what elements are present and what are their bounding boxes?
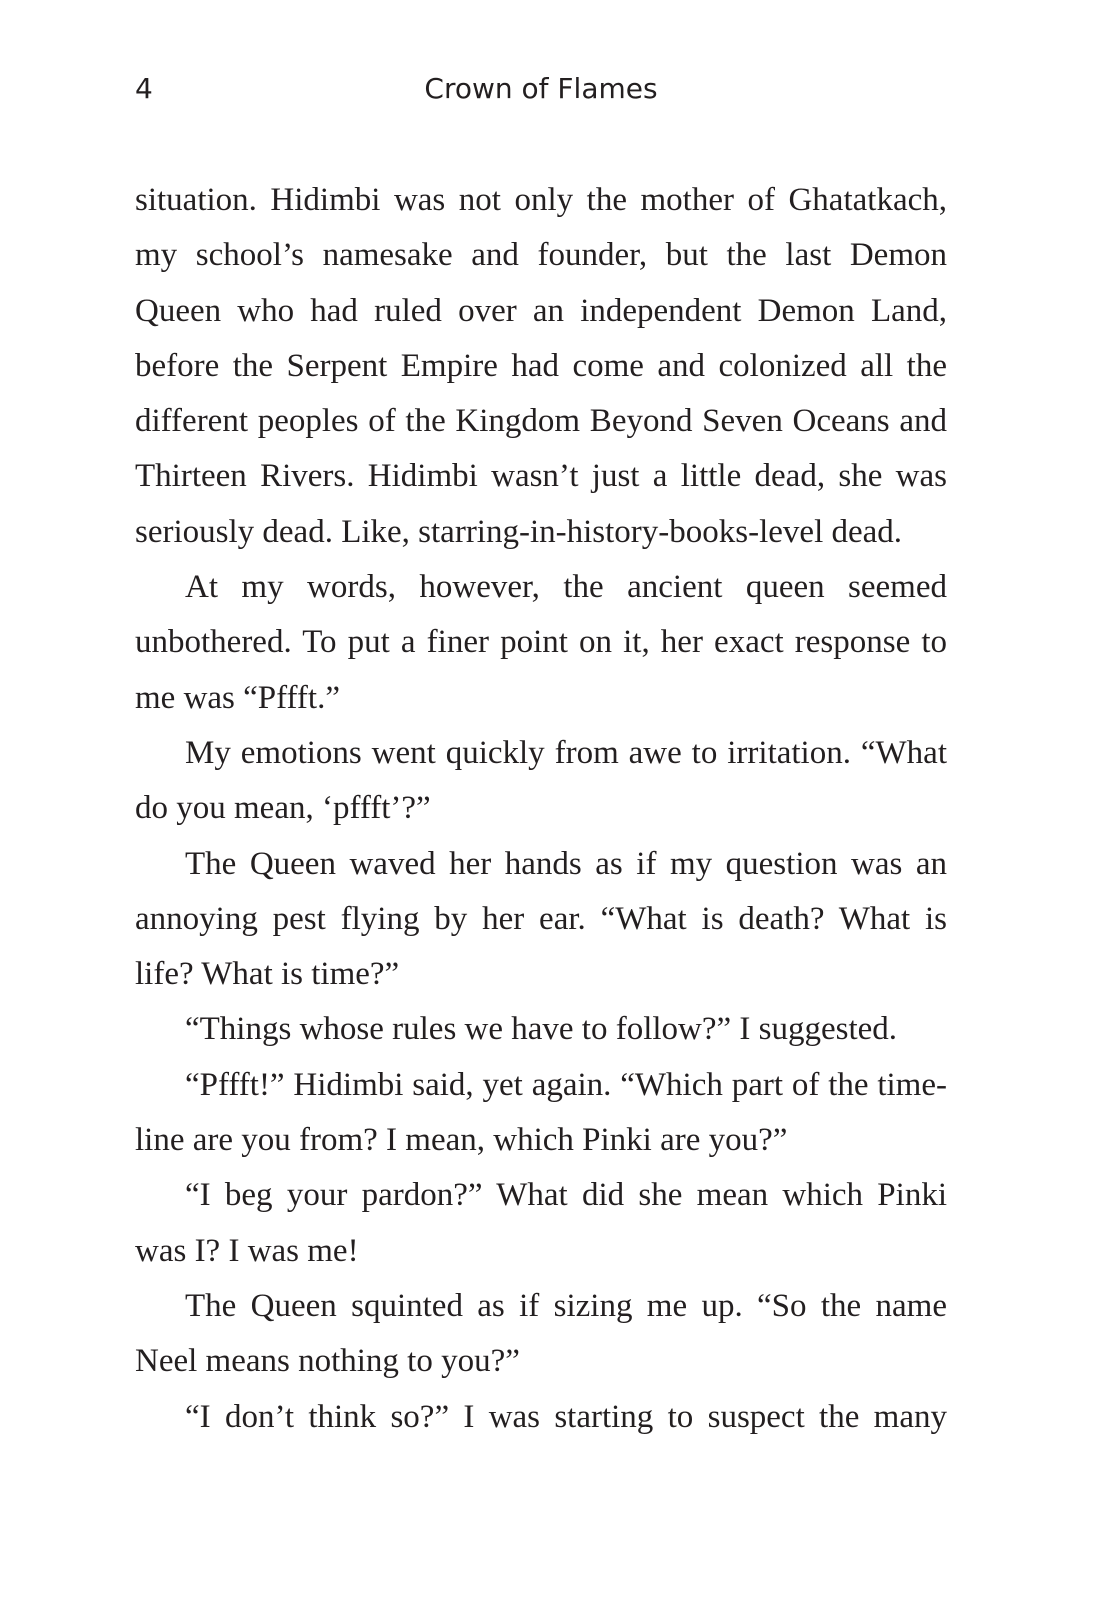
paragraph: “I don’t think so?” I was starting to suspect the many — [185, 1398, 947, 1435]
paragraph: The Queen waved her hands as if my question was an annoying pest flying by her ear. “What is death? What is life? What is time?” — [135, 845, 947, 993]
body-text — [135, 173, 947, 1445]
running-header — [135, 72, 947, 112]
paragraph: My emotions went quickly from awe to irritation. “What do you mean, ‘pffft’?” — [135, 734, 947, 827]
paragraph: The Queen squinted as if sizing me up. “So the name Neel means nothing to you?” — [135, 1287, 947, 1380]
paragraph: “Pffft!” Hidimbi said, yet again. “Which part of the time-line are you from? I mean, which Pinki are you?” — [135, 1066, 947, 1159]
book-title: Crown of Flames — [424, 72, 658, 105]
paragraph: “I beg your pardon?” What did she mean which Pinki was I? I was me! — [135, 1177, 947, 1269]
paragraph: “Things whose rules we have to follow?” I suggested. — [185, 1011, 898, 1048]
page-number: 4 — [135, 72, 153, 105]
paragraph: At my words, however, the ancient queen seemed unbothered. To put a finer point on it, her exact response to me was “Pffft.” — [135, 569, 947, 716]
paragraph: situation. Hidimbi was not only the mother of Ghatatkach, my school’s namesake and founder, but the last Demon Queen who had ruled over an independent Demon Land, before the Serpent Empire had come and colonized all the different peoples of the Kingdom Beyond Seven Oceans and Thirteen Rivers. Hidimbi wasn’t just a little dead, she was seriously dead. Like, starring-in-history-books-level dead. — [135, 182, 947, 550]
